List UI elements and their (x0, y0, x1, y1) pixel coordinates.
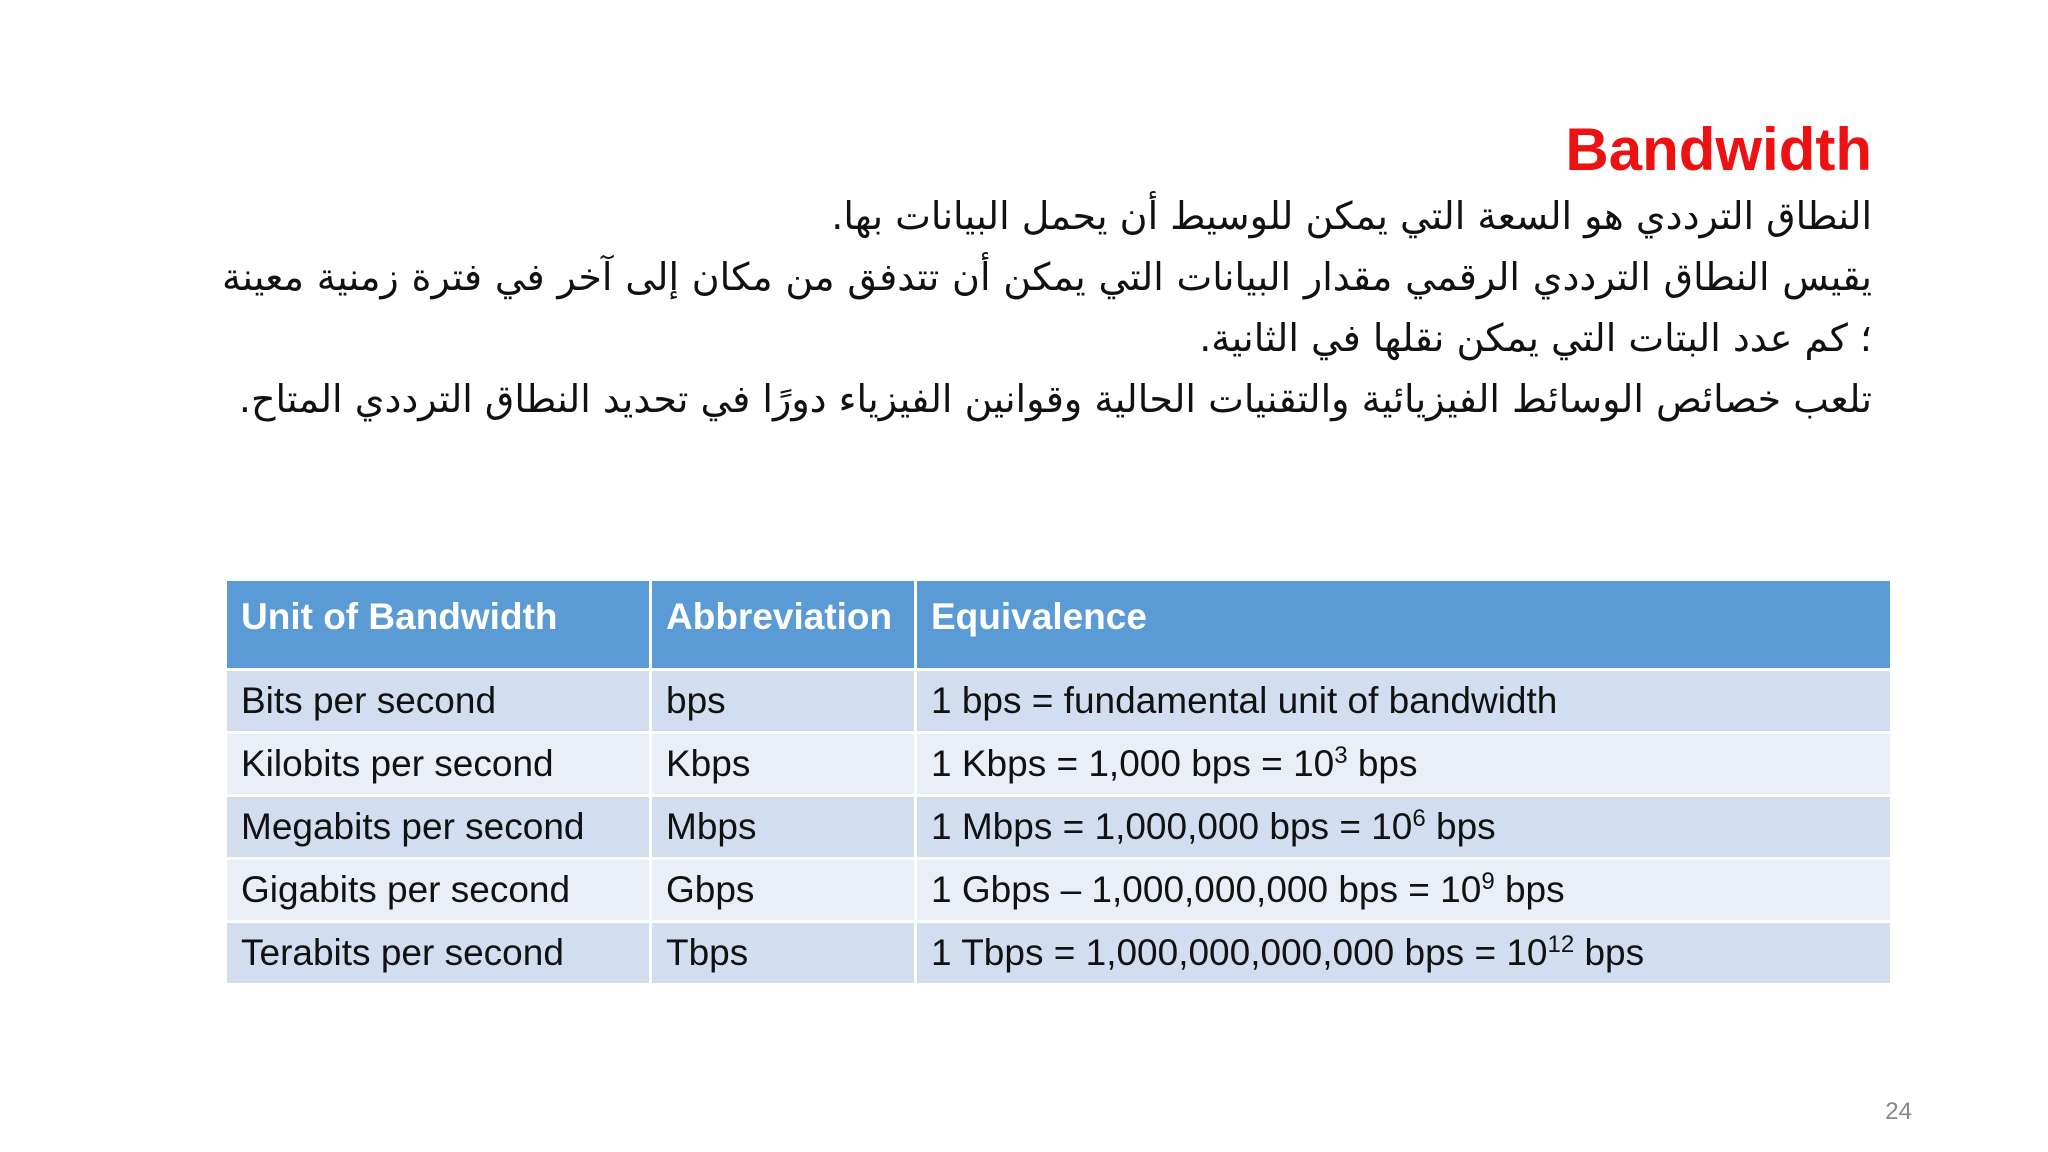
header-abbreviation: Abbreviation (651, 580, 916, 670)
equivalence-unit: bps (1425, 806, 1496, 847)
equivalence-text: 1 Kbps = 1,000 bps = (931, 743, 1294, 784)
cell-equivalence (916, 922, 1892, 985)
equivalence-exponent: 9 (1481, 868, 1495, 895)
equivalence-unit: bps (1574, 932, 1645, 973)
equivalence-power-base: 10 (1371, 806, 1413, 847)
header-equivalence: Equivalence (916, 580, 1892, 670)
cell-unit: Bits per second (226, 670, 651, 733)
paragraph-definition: النطاق الترددي هو السعة التي يمكن للوسيط أن يحمل البيانات بها. (831, 194, 1872, 238)
cell-abbreviation: bps (651, 670, 916, 733)
header-unit: Unit of Bandwidth (226, 580, 651, 670)
table-header-row (226, 580, 1892, 670)
equivalence-text: 1 Mbps = 1,000,000 bps = (931, 806, 1372, 847)
table-row (226, 796, 1892, 859)
table-row (226, 670, 1892, 733)
cell-equivalence (916, 733, 1892, 796)
equivalence-exponent: 6 (1412, 805, 1426, 832)
equivalence-power-base: 10 (1440, 869, 1482, 910)
slide-title: Bandwidth (1565, 116, 1872, 183)
cell-equivalence (916, 796, 1892, 859)
equivalence-power-base: 10 (1293, 743, 1335, 784)
equivalence-exponent: 3 (1334, 742, 1348, 769)
page-number: 24 (1885, 1098, 1912, 1125)
cell-abbreviation: Mbps (651, 796, 916, 859)
table-row (226, 859, 1892, 922)
paragraph-physical-factors: تلعب خصائص الوسائط الفيزيائية والتقنيات الحالية وقوانين الفيزياء دورًا في تحديد النطاق الترددي المتاح. (238, 377, 1872, 421)
slide-body-text (222, 186, 1872, 430)
equivalence-text: 1 Tbps = 1,000,000,000,000 bps = (931, 932, 1507, 973)
cell-abbreviation: Kbps (651, 733, 916, 796)
bandwidth-units-table (224, 578, 1893, 986)
cell-equivalence (916, 859, 1892, 922)
equivalence-text: 1 bps = fundamental unit of bandwidth (931, 680, 1558, 721)
cell-unit: Gigabits per second (226, 859, 651, 922)
equivalence-exponent: 12 (1547, 931, 1575, 958)
table-row (226, 922, 1892, 985)
equivalence-unit: bps (1347, 743, 1418, 784)
paragraph-digital-bandwidth: يقيس النطاق الترددي الرقمي مقدار البيانات التي يمكن أن تتدفق من مكان إلى آخر في فترة زمنية معينة ؛ كم عدد البتات التي يمكن نقلها في الثانية. (222, 255, 1872, 360)
equivalence-text: 1 Gbps – 1,000,000,000 bps = (931, 869, 1441, 910)
table-row (226, 733, 1892, 796)
cell-unit: Terabits per second (226, 922, 651, 985)
equivalence-power-base: 10 (1506, 932, 1548, 973)
cell-unit: Megabits per second (226, 796, 651, 859)
cell-abbreviation: Gbps (651, 859, 916, 922)
cell-unit: Kilobits per second (226, 733, 651, 796)
equivalence-unit: bps (1494, 869, 1565, 910)
cell-abbreviation: Tbps (651, 922, 916, 985)
cell-equivalence (916, 670, 1892, 733)
